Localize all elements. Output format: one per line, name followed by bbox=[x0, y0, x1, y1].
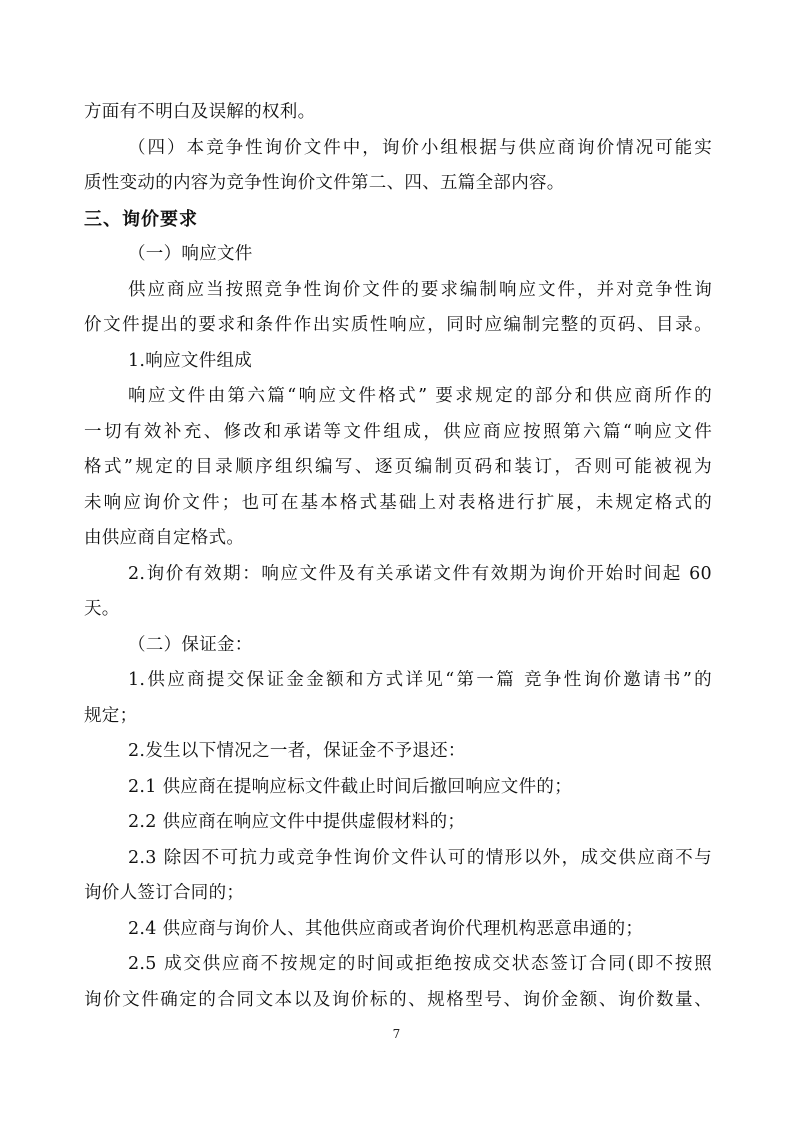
text-line: （二）保证金： bbox=[128, 634, 253, 655]
text-line: 价文件提出的要求和条件作出实质性响应，同时应编制完整的页码、目录。 bbox=[84, 315, 712, 335]
text-line: 响应文件由第六篇“响应文件格式” 要求规定的部分和供应商所作的 bbox=[128, 386, 712, 406]
text-line: （一）响应文件 bbox=[128, 244, 253, 264]
text-line: 格式”规定的目录顺序组织编写、逐页编制页码和装订，否则可能被视为 bbox=[84, 457, 712, 477]
text-line: 2.5 成交供应商不按规定的时间或拒绝按成交状态签订合同(即不按照 bbox=[128, 954, 712, 974]
text-line: 询价人签订合同的； bbox=[84, 883, 245, 903]
document-body bbox=[84, 95, 712, 1018]
section-heading: 三、询价要求 bbox=[84, 208, 198, 230]
text-line: 供应商应当按照竞争性询价文件的要求编制响应文件，并对竞争性询 bbox=[128, 279, 712, 300]
text-line: 2.3 除因不可抗力或竞争性询价文件认可的情形以外，成交供应商不与 bbox=[128, 847, 712, 868]
text-line: 询价文件确定的合同文本以及询价标的、规格型号、询价金额、询价数量、 bbox=[84, 989, 712, 1010]
text-line: （四）本竞争性询价文件中，询价小组根据与供应商询价情况可能实 bbox=[128, 137, 712, 158]
text-line: 方面有不明白及误解的权利。 bbox=[84, 102, 316, 122]
text-line: 质性变动的内容为竞争性询价文件第二、四、五篇全部内容。 bbox=[84, 173, 565, 193]
page-number: 7 bbox=[392, 1027, 401, 1041]
text-line: 规定； bbox=[84, 705, 138, 726]
text-line: 由供应商自定格式。 bbox=[84, 528, 245, 548]
text-line: 2.询价有效期：响应文件及有关承诺文件有效期为询价开始时间起 60 bbox=[128, 563, 712, 584]
text-line: 未响应询价文件；也可在基本格式基础上对表格进行扩展，未规定格式的 bbox=[84, 492, 712, 513]
text-line: 2.2 供应商在响应文件中提供虚假材料的； bbox=[128, 812, 466, 832]
text-line: 2.4 供应商与询价人、其他供应商或者询价代理机构恶意串通的； bbox=[128, 918, 644, 939]
text-line: 2.1 供应商在提响应标文件截止时间后撤回响应文件的； bbox=[128, 776, 572, 797]
text-line: 天。 bbox=[84, 599, 120, 619]
text-line: 2.发生以下情况之一者，保证金不予退还： bbox=[128, 741, 466, 761]
text-line: 1.响应文件组成 bbox=[128, 350, 253, 371]
text-line: 一切有效补充、修改和承诺等文件组成，供应商应按照第六篇“响应文件 bbox=[84, 421, 712, 442]
text-line: 1.供应商提交保证金金额和方式详见“第一篇 竞争性询价邀请书”的 bbox=[128, 670, 712, 690]
